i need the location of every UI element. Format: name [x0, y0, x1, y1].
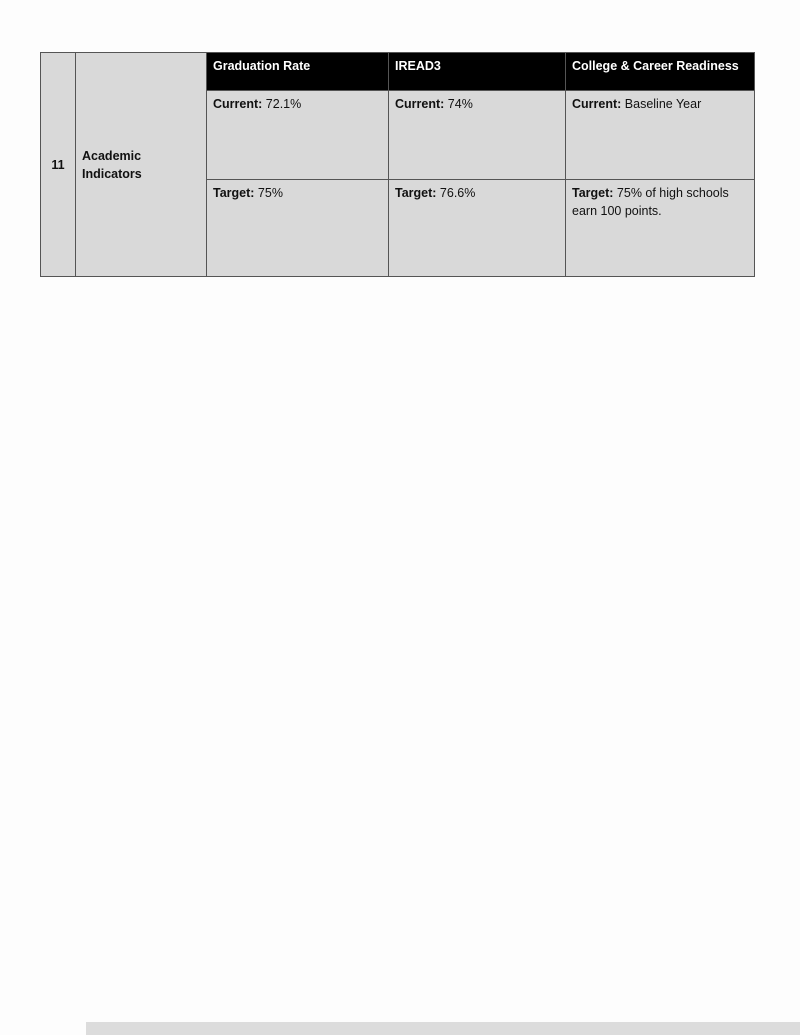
iread3-current-cell — [389, 91, 566, 180]
column-header-college-career-readiness: College & Career Readiness — [566, 53, 755, 91]
row-number: 11 — [41, 53, 76, 277]
target-label: Target: — [395, 186, 437, 200]
graduation-rate-current-cell — [207, 91, 389, 180]
current-value: 74% — [444, 97, 473, 111]
row-label: Academic Indicators — [76, 53, 207, 277]
column-header-iread3: IREAD3 — [389, 53, 566, 91]
current-label: Current: — [213, 97, 263, 111]
current-label: Current: — [395, 97, 445, 111]
target-value: 76.6% — [436, 186, 476, 200]
current-label: Current: — [572, 97, 622, 111]
ccr-current-cell — [566, 91, 755, 180]
target-label: Target: — [213, 186, 255, 200]
table-header-row — [41, 53, 755, 91]
current-value: 72.1% — [262, 97, 302, 111]
current-value: Baseline Year — [621, 97, 702, 111]
ccr-target-cell — [566, 180, 755, 277]
column-header-graduation-rate: Graduation Rate — [207, 53, 389, 91]
target-value: 75% — [254, 186, 283, 200]
target-label: Target: — [572, 186, 614, 200]
academic-indicators-table — [40, 52, 755, 277]
iread3-target-cell — [389, 180, 566, 277]
target-value: 75% of high schools earn 100 points. — [572, 186, 729, 218]
page-footer-bar — [86, 1022, 800, 1035]
graduation-rate-target-cell — [207, 180, 389, 277]
